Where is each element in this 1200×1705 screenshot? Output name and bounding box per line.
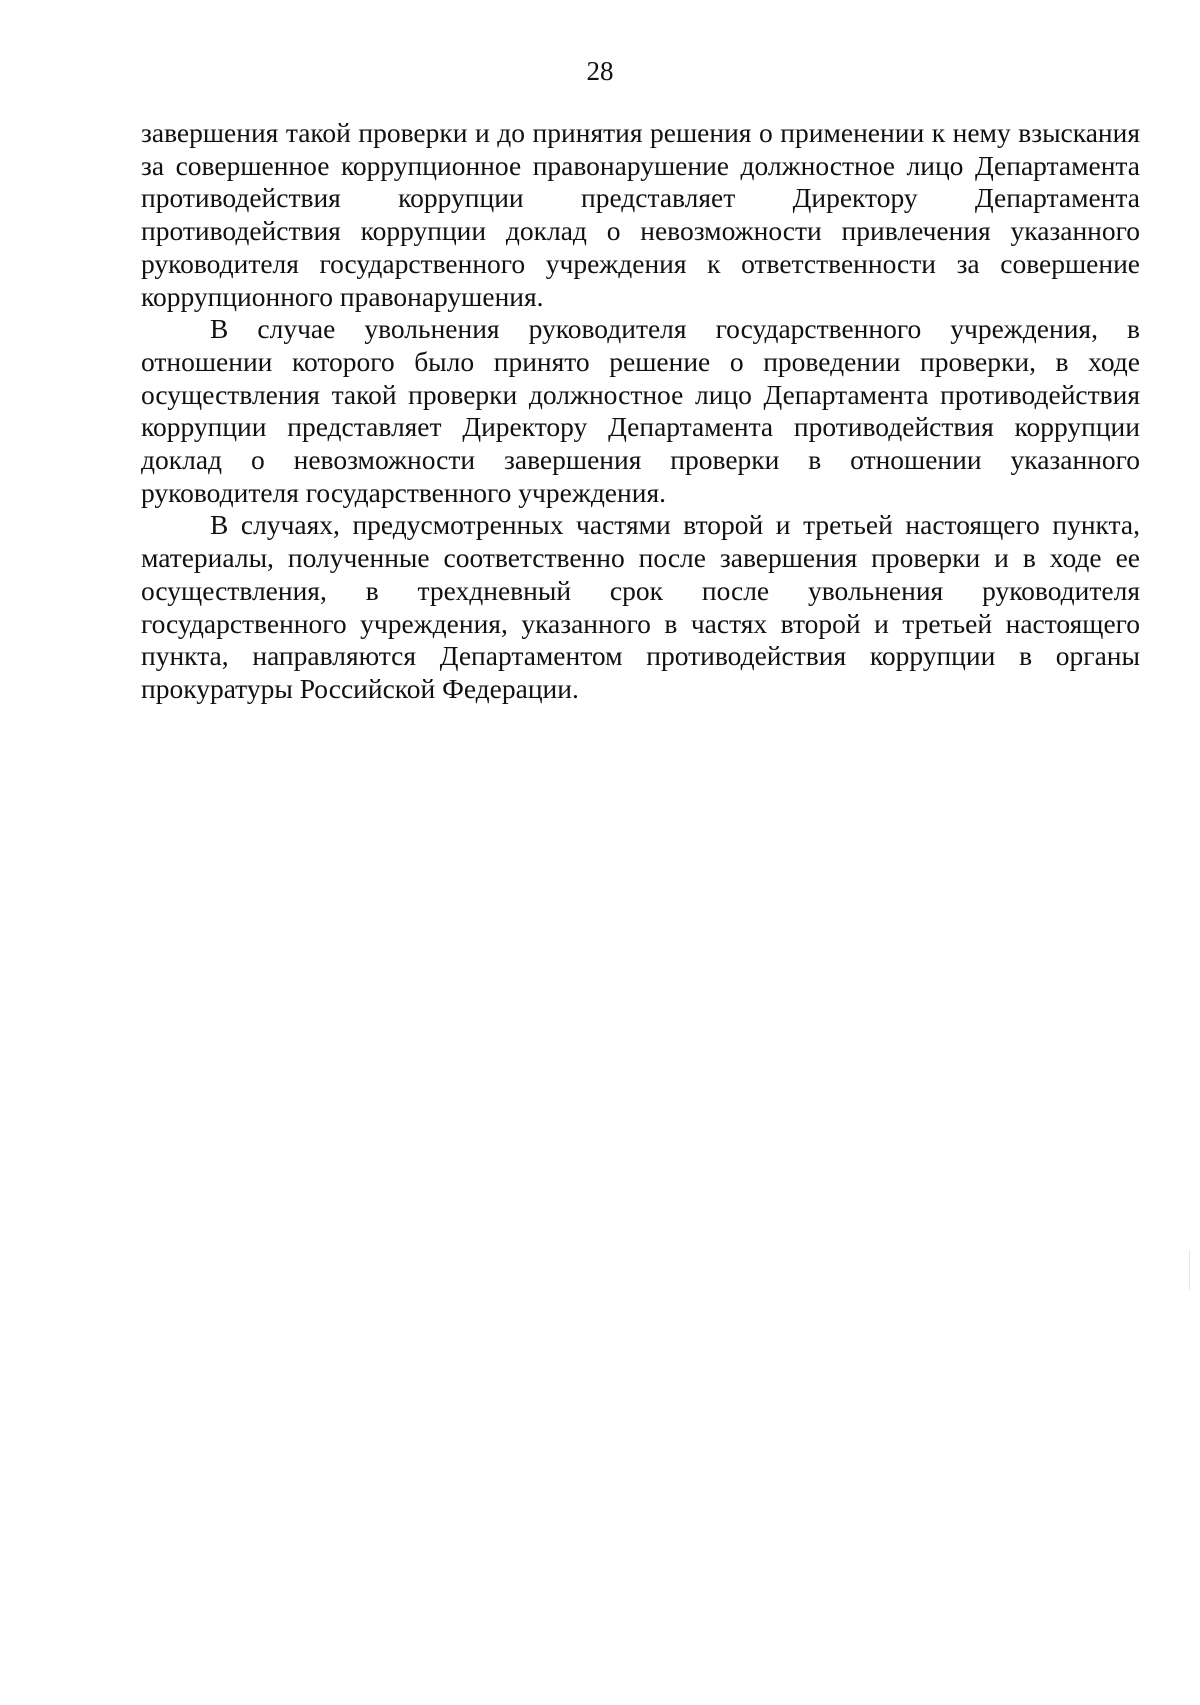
paragraph-continuation: завершения такой проверки и до принятия решения о применении к нему взыскания за совершенное коррупционное правонарушение должностное лицо Департамента противодействия коррупции представляет Директору Департамента противодействия коррупции доклад о невозможности привлечения указанного руководителя государственного учреждения к ответственности за совершение коррупционного правонарушения. [141,117,1140,312]
scan-edge-mark [1189,1250,1190,1290]
paragraph-materials-to-prosecutor: В случаях, предусмотренных частями второй и третьей настоящего пункта, материалы, полученные соответственно после завершения проверки и в ходе ее осуществления, в трехдневный срок после увольнения руководителя государственного учреждения, указанного в частях второй и третьей настоящего пункта, направляются Департаментом противодействия коррупции в органы прокуратуры Российской Федерации. [141,509,1140,704]
paragraph-dismissal-during-check: В случае увольнения руководителя государственного учреждения, в отношении которого было принято решение о проведении проверки, в ходе осуществления такой проверки должностное лицо Департамента противодействия коррупции представляет Директору Департамента противодействия коррупции доклад о невозможности завершения проверки в отношении указанного руководителя государственного учреждения. [141,313,1140,508]
document-body [141,117,1140,706]
page-number: 28 [586,56,614,86]
